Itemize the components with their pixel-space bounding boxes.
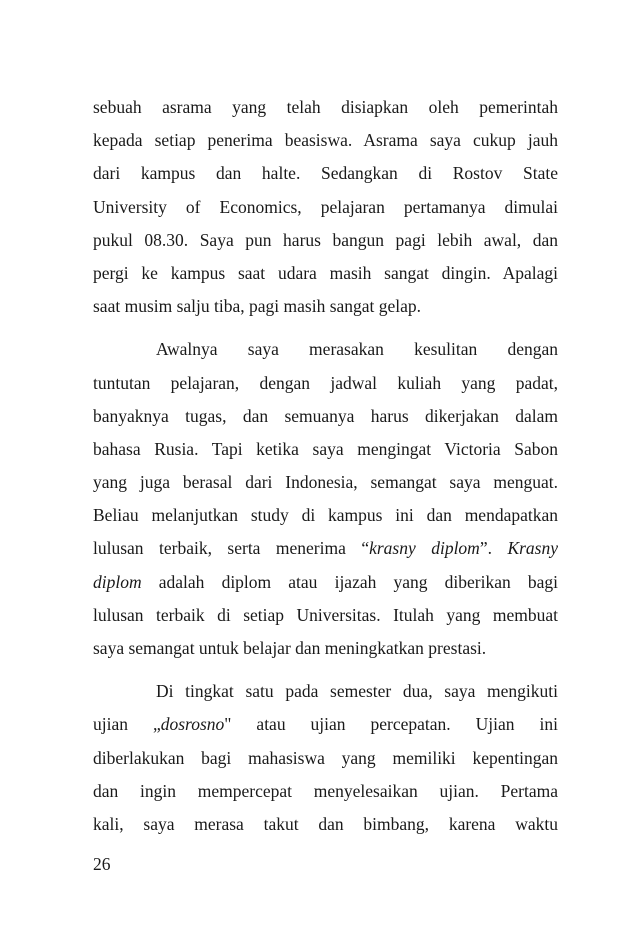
text-line: diberlakukan bagi mahasiswa yang memiliki kepentingan	[93, 747, 558, 768]
text-line: saya semangat untuk belajar dan meningkatkan prestasi.	[93, 638, 487, 658]
text-line: kepada setiap penerima beasiswa. Asrama saya cukup jauh	[93, 130, 558, 151]
text-line: lulusan terbaik di setiap Universitas. Itulah yang membuat	[93, 604, 558, 625]
text-line: lulusan terbaik, serta menerima “krasny diplom”. Krasny	[93, 538, 558, 559]
text-line: Awalnya saya merasakan kesulitan dengan	[156, 339, 558, 360]
body-text	[93, 91, 558, 841]
paragraph	[93, 333, 558, 665]
text-line: banyaknya tugas, dan semuanya harus dikerjakan dalam	[93, 405, 558, 426]
text-line: tuntutan pelajaran, dengan jadwal kuliah yang padat,	[93, 372, 558, 393]
text-line: bahasa Rusia. Tapi ketika saya mengingat Victoria Sabon	[93, 438, 558, 459]
text-line: dan ingin mempercepat menyelesaikan ujian. Pertama	[93, 780, 558, 801]
text-line: kali, saya merasa takut dan bimbang, karena waktu	[93, 813, 558, 834]
page-number: 26	[93, 854, 111, 874]
text-line: ujian „dosrosno" atau ujian percepatan. Ujian ini	[93, 714, 558, 735]
text-line: University of Economics, pelajaran pertamanya dimulai	[93, 196, 558, 217]
text-line: Di tingkat satu pada semester dua, saya mengikuti	[156, 681, 558, 702]
paragraph	[93, 675, 558, 841]
text-line: saat musim salju tiba, pagi masih sangat gelap.	[93, 296, 422, 317]
text-line: pergi ke kampus saat udara masih sangat dingin. Apalagi	[93, 262, 558, 283]
text-line: yang juga berasal dari Indonesia, semangat saya menguat.	[93, 472, 558, 493]
text-line: dari kampus dan halte. Sedangkan di Rostov State	[93, 163, 558, 184]
text-line: pukul 08.30. Saya pun harus bangun pagi lebih awal, dan	[93, 229, 558, 250]
text-line: sebuah asrama yang telah disiapkan oleh pemerintah	[93, 97, 558, 117]
text-line: diplom adalah diplom atau ijazah yang diberikan bagi	[93, 571, 558, 592]
paragraph	[93, 91, 558, 323]
text-line: Beliau melanjutkan study di kampus ini dan mendapatkan	[93, 505, 558, 526]
